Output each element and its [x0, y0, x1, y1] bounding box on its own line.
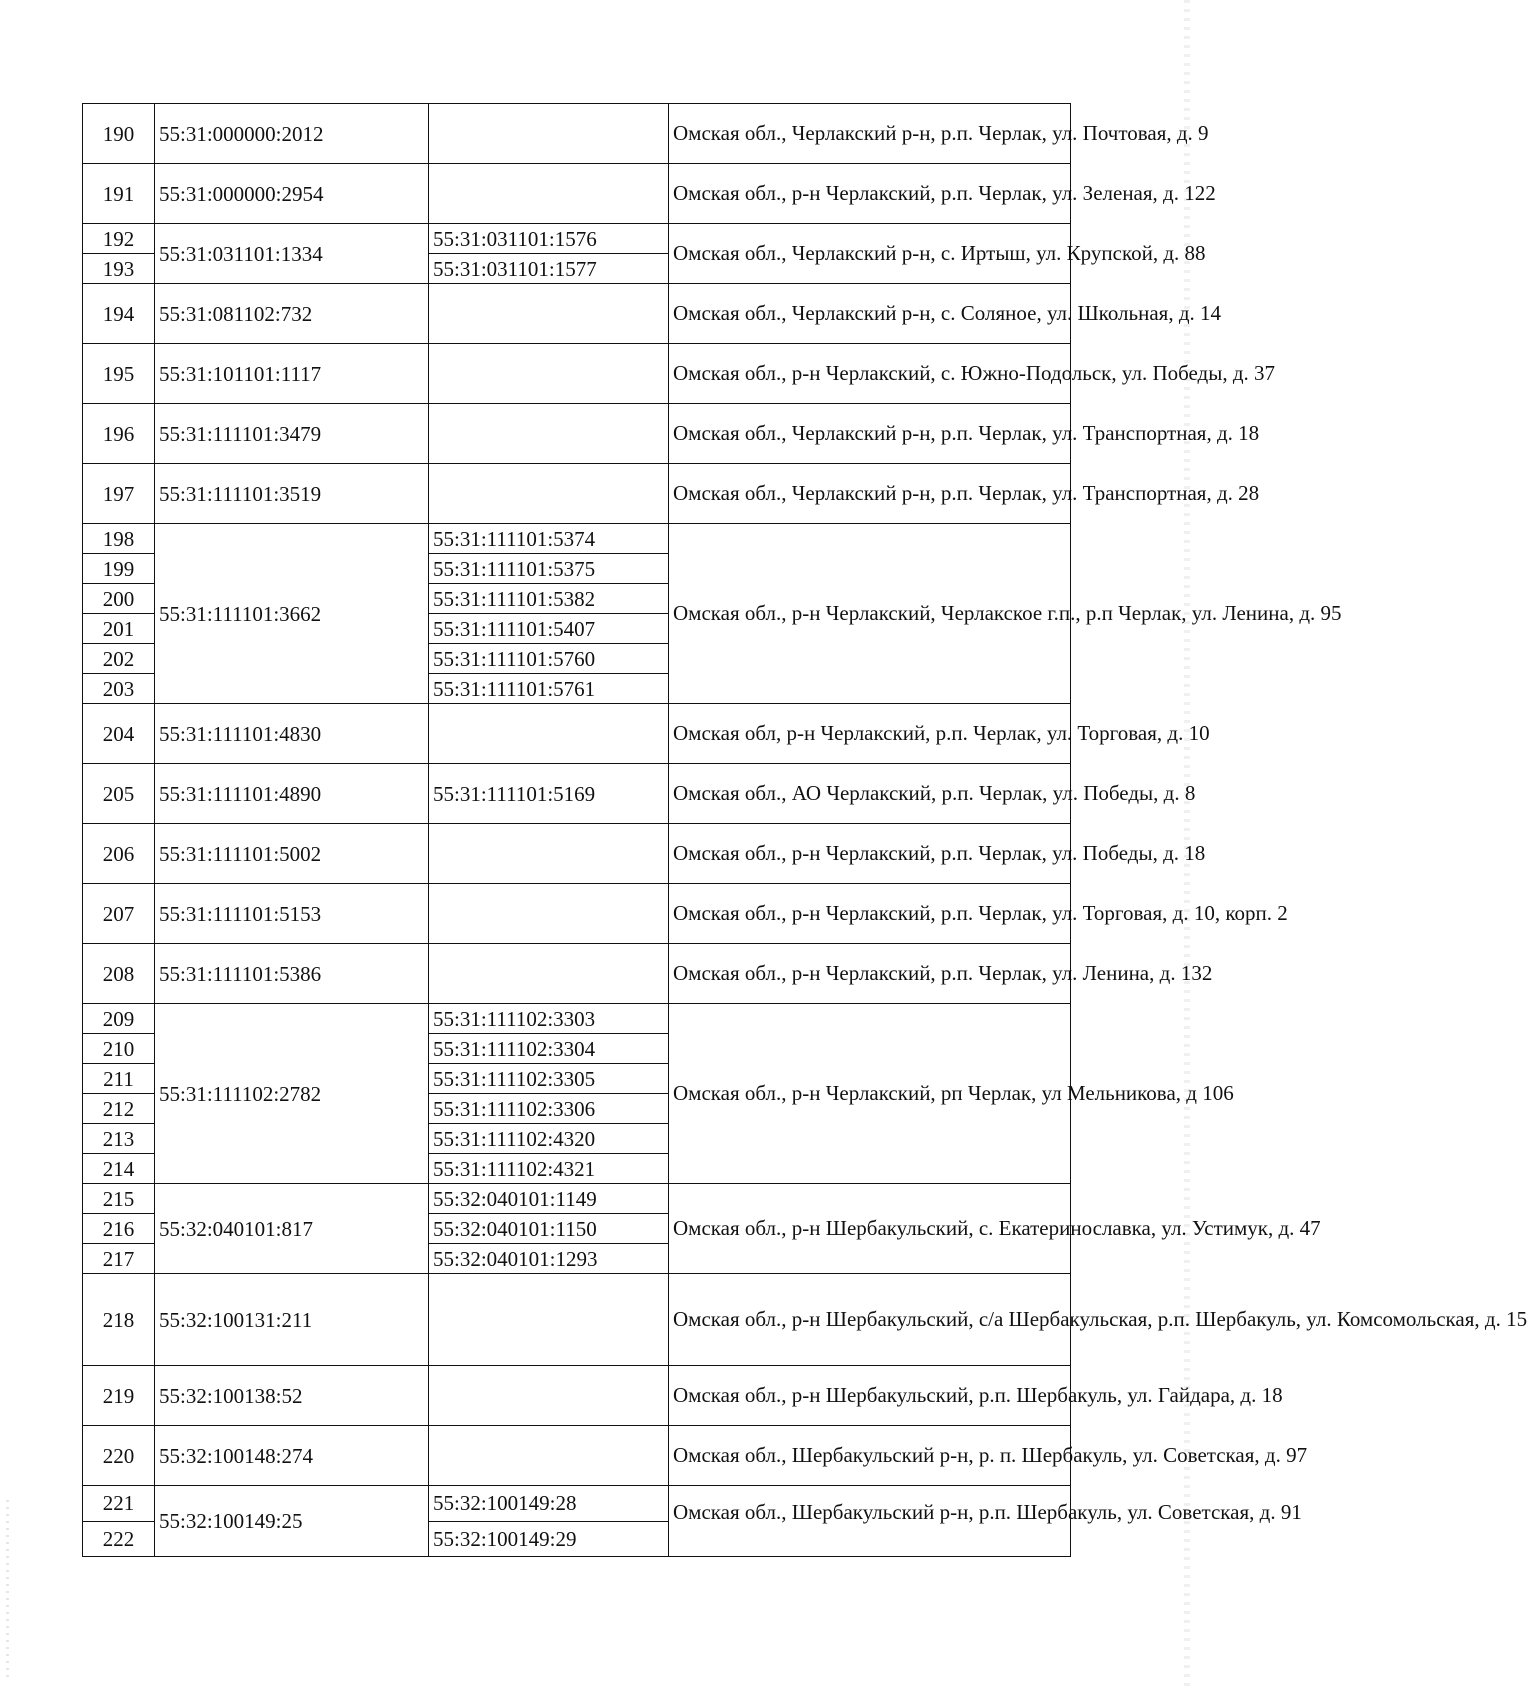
sub-cadastral-number: 55:31:111102:3303	[429, 1004, 669, 1034]
row-number: 209	[83, 1004, 155, 1034]
row-number: 205	[83, 764, 155, 824]
row-number: 201	[83, 614, 155, 644]
address: Омская обл., Черлакский р-н, с. Иртыш, ул. Крупской, д. 88	[669, 224, 1071, 284]
cadastral-number: 55:31:111101:3479	[155, 404, 429, 464]
cadastral-number: 55:32:100148:274	[155, 1426, 429, 1486]
table-row	[83, 704, 1071, 764]
sub-cadastral-number	[429, 344, 669, 404]
sub-cadastral-number: 55:31:111101:5407	[429, 614, 669, 644]
sub-cadastral-number	[429, 464, 669, 524]
sub-cadastral-number	[429, 944, 669, 1004]
address: Омская обл., р-н Черлакский, с. Южно-Подольск, ул. Победы, д. 37	[669, 344, 1071, 404]
cadastral-number: 55:32:100149:25	[155, 1486, 429, 1557]
address: Омская обл., р-н Черлакский, р.п. Черлак, ул. Торговая, д. 10, корп. 2	[669, 884, 1071, 944]
address: Омская обл., р-н Черлакский, р.п. Черлак, ул. Зеленая, д. 122	[669, 164, 1071, 224]
sub-cadastral-number: 55:31:111101:5760	[429, 644, 669, 674]
sub-cadastral-number	[429, 1366, 669, 1426]
table-row	[83, 944, 1071, 1004]
table-row	[83, 404, 1071, 464]
row-number: 210	[83, 1034, 155, 1064]
row-number: 211	[83, 1064, 155, 1094]
table-row	[83, 164, 1071, 224]
cadastral-number: 55:31:111101:3519	[155, 464, 429, 524]
sub-cadastral-number: 55:31:111101:5382	[429, 584, 669, 614]
table-row	[83, 884, 1071, 944]
sub-cadastral-number	[429, 704, 669, 764]
table-row	[83, 1426, 1071, 1486]
row-number: 212	[83, 1094, 155, 1124]
row-number: 192	[83, 224, 155, 254]
row-number: 217	[83, 1244, 155, 1274]
address: Омская обл, р-н Черлакский, р.п. Черлак, ул. Торговая, д. 10	[669, 704, 1071, 764]
table-row	[83, 104, 1071, 164]
address: Омская обл., р-н Черлакский, р.п. Черлак, ул. Победы, д. 18	[669, 824, 1071, 884]
cadastral-number: 55:31:111101:3662	[155, 524, 429, 704]
row-number: 204	[83, 704, 155, 764]
row-number: 207	[83, 884, 155, 944]
table-row	[83, 464, 1071, 524]
address: Омская обл., Черлакский р-н, р.п. Черлак, ул. Почтовая, д. 9	[669, 104, 1071, 164]
address: Омская обл., р-н Черлакский, рп Черлак, ул Мельникова, д 106	[669, 1004, 1071, 1184]
sub-cadastral-number: 55:31:031101:1577	[429, 254, 669, 284]
sub-cadastral-number	[429, 824, 669, 884]
sub-cadastral-number	[429, 884, 669, 944]
row-number: 191	[83, 164, 155, 224]
table-row	[83, 524, 1071, 554]
row-number: 190	[83, 104, 155, 164]
cadastral-number: 55:31:111101:5002	[155, 824, 429, 884]
row-number: 221	[83, 1486, 155, 1522]
sub-cadastral-number: 55:32:040101:1149	[429, 1184, 669, 1214]
table-row	[83, 1366, 1071, 1426]
address: Омская обл., АО Черлакский, р.п. Черлак, ул. Победы, д. 8	[669, 764, 1071, 824]
row-number: 208	[83, 944, 155, 1004]
cadastral-number: 55:31:111101:4830	[155, 704, 429, 764]
row-number: 194	[83, 284, 155, 344]
sub-cadastral-number: 55:31:111102:3306	[429, 1094, 669, 1124]
sub-cadastral-number	[429, 404, 669, 464]
row-number: 195	[83, 344, 155, 404]
table-row	[83, 344, 1071, 404]
sub-cadastral-number: 55:31:111102:4321	[429, 1154, 669, 1184]
row-number: 202	[83, 644, 155, 674]
row-number: 196	[83, 404, 155, 464]
sub-cadastral-number: 55:32:040101:1293	[429, 1244, 669, 1274]
cadastral-number: 55:31:031101:1334	[155, 224, 429, 284]
address: Омская обл., р-н Черлакский, Черлакское г.п., р.п Черлак, ул. Ленина, д. 95	[669, 524, 1071, 704]
address: Омская обл., р-н Шербакульский, р.п. Шербакуль, ул. Гайдара, д. 18	[669, 1366, 1071, 1426]
cadastral-number: 55:31:000000:2012	[155, 104, 429, 164]
address: Омская обл., р-н Черлакский, р.п. Черлак, ул. Ленина, д. 132	[669, 944, 1071, 1004]
sub-cadastral-number: 55:32:100149:28	[429, 1486, 669, 1522]
sub-cadastral-number: 55:31:111102:3304	[429, 1034, 669, 1064]
cadastral-number: 55:32:100138:52	[155, 1366, 429, 1426]
address: Омская обл., р-н Шербакульский, с. Екатеринославка, ул. Устимук, д. 47	[669, 1184, 1071, 1274]
table-row	[83, 1004, 1071, 1034]
cadastral-number: 55:31:111102:2782	[155, 1004, 429, 1184]
table-row	[83, 284, 1071, 344]
table-row	[83, 764, 1071, 824]
sub-cadastral-number	[429, 164, 669, 224]
row-number: 203	[83, 674, 155, 704]
cadastral-number: 55:31:101101:1117	[155, 344, 429, 404]
address: Омская обл., р-н Шербакульский, с/а Шербакульская, р.п. Шербакуль, ул. Комсомольская, д. 15	[669, 1274, 1071, 1366]
sub-cadastral-number: 55:31:111102:4320	[429, 1124, 669, 1154]
sub-cadastral-number: 55:32:100149:29	[429, 1521, 669, 1557]
sub-cadastral-number	[429, 284, 669, 344]
sub-cadastral-number: 55:31:111101:5761	[429, 674, 669, 704]
row-number: 213	[83, 1124, 155, 1154]
sub-cadastral-number: 55:31:111101:5169	[429, 764, 669, 824]
row-number: 193	[83, 254, 155, 284]
sub-cadastral-number	[429, 1274, 669, 1366]
table-row	[83, 824, 1071, 884]
row-number: 219	[83, 1366, 155, 1426]
cadastral-number: 55:32:100131:211	[155, 1274, 429, 1366]
table-row	[83, 1184, 1071, 1214]
row-number: 216	[83, 1214, 155, 1244]
row-number: 197	[83, 464, 155, 524]
sub-cadastral-number: 55:32:040101:1150	[429, 1214, 669, 1244]
row-number: 215	[83, 1184, 155, 1214]
row-number: 222	[83, 1521, 155, 1557]
sub-cadastral-number: 55:31:111101:5374	[429, 524, 669, 554]
row-number: 200	[83, 584, 155, 614]
table-row	[83, 1486, 1071, 1522]
cadastral-number: 55:31:000000:2954	[155, 164, 429, 224]
sub-cadastral-number	[429, 1426, 669, 1486]
row-number: 220	[83, 1426, 155, 1486]
address	[669, 1486, 1302, 1557]
row-number: 199	[83, 554, 155, 584]
cadastral-number: 55:31:111101:5386	[155, 944, 429, 1004]
sub-cadastral-number: 55:31:111102:3305	[429, 1064, 669, 1094]
address: Омская обл., Черлакский р-н, р.п. Черлак, ул. Транспортная, д. 18	[669, 404, 1071, 464]
sub-cadastral-number	[429, 104, 669, 164]
row-number: 214	[83, 1154, 155, 1184]
cadastral-number: 55:32:040101:817	[155, 1184, 429, 1274]
scan-edge-artifact	[6, 1500, 9, 1680]
cadastral-number: 55:31:111101:5153	[155, 884, 429, 944]
sub-cadastral-number: 55:31:111101:5375	[429, 554, 669, 584]
address: Омская обл., Черлакский р-н, с. Соляное, ул. Школьная, д. 14	[669, 284, 1071, 344]
sub-cadastral-number: 55:31:031101:1576	[429, 224, 669, 254]
address-text: Омская обл., Шербакульский р-н, р.п. Шербакуль, ул. Советская, д. 91	[673, 1500, 1302, 1524]
address: Омская обл., Шербакульский р-н, р. п. Шербакуль, ул. Советская, д. 97	[669, 1426, 1071, 1486]
address: Омская обл., Черлакский р-н, р.п. Черлак, ул. Транспортная, д. 28	[669, 464, 1071, 524]
table-row	[83, 224, 1071, 254]
cadastral-number: 55:31:111101:4890	[155, 764, 429, 824]
table-row	[83, 1274, 1071, 1366]
row-number: 206	[83, 824, 155, 884]
row-number: 198	[83, 524, 155, 554]
cadastral-table	[82, 103, 1527, 1557]
row-number: 218	[83, 1274, 155, 1366]
cadastral-number: 55:31:081102:732	[155, 284, 429, 344]
